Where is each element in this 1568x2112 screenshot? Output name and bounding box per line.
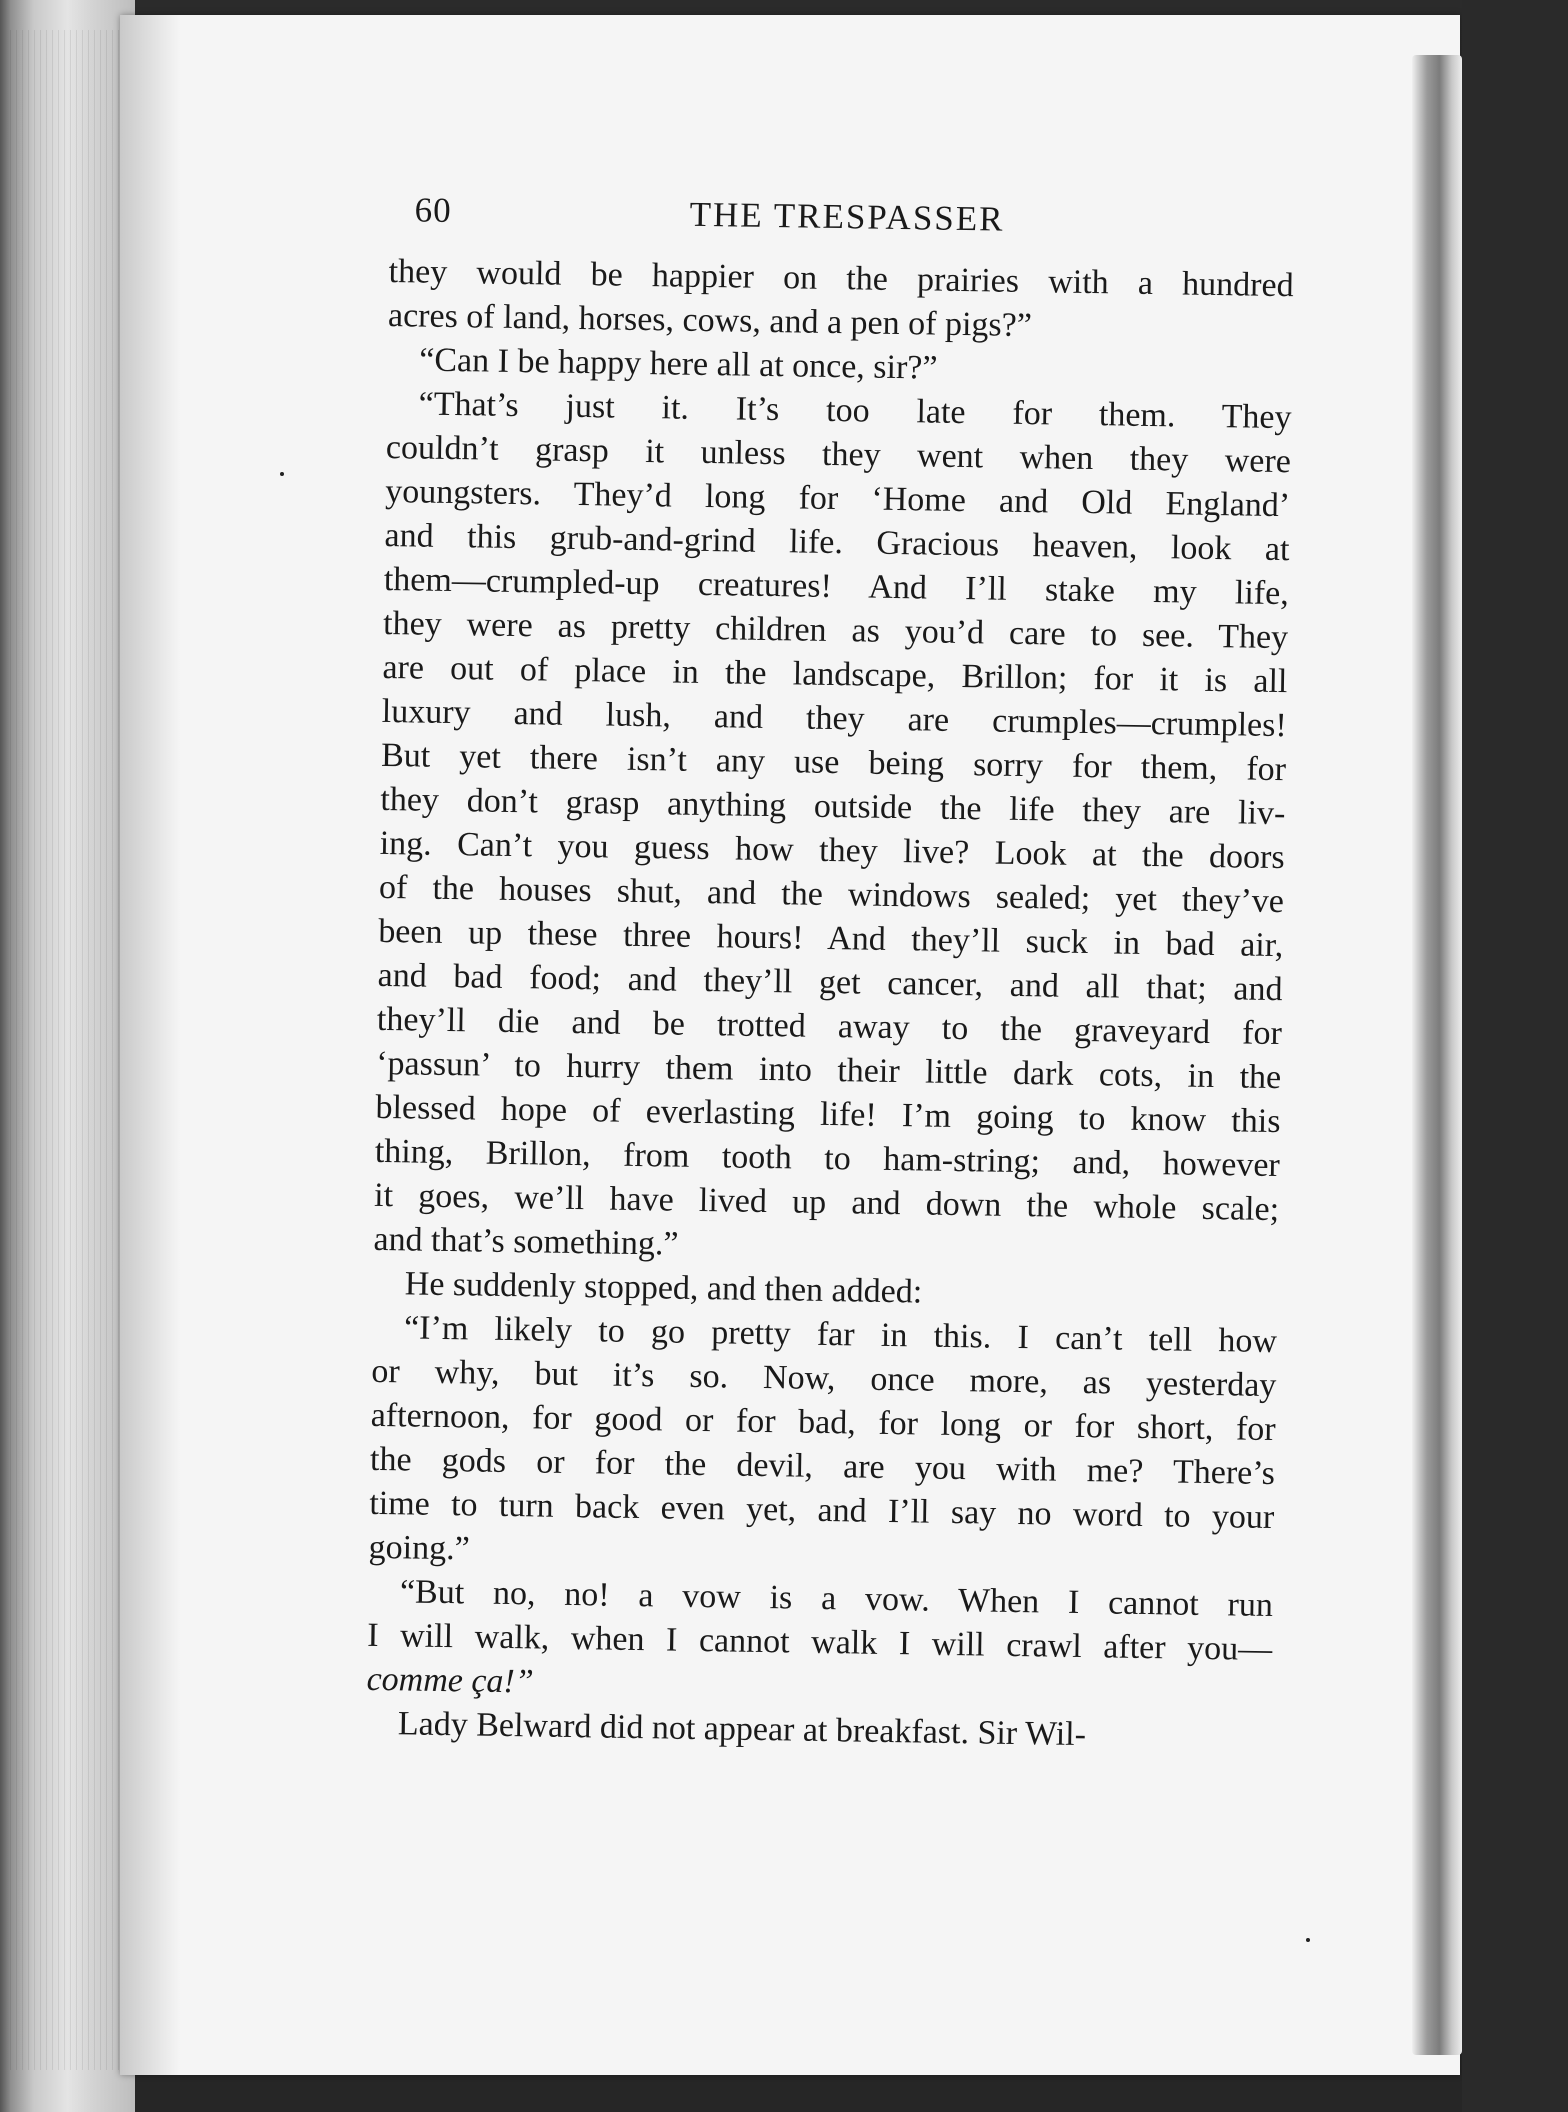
text-line: going.” [368, 1528, 471, 1568]
page-stack-lines [10, 30, 120, 2070]
book-binding-edge [0, 0, 135, 2112]
body-text [366, 250, 1294, 1760]
text-line: I will walk, when I cannot walk I will crawl after you— [367, 1616, 1273, 1669]
paragraph [368, 1306, 1277, 1584]
text-line: they were as pretty children as you’d care to see. They [382, 604, 1289, 657]
text-line: “I’m likely to go pretty far in this. I can’t tell how [403, 1309, 1278, 1361]
paragraph [366, 1570, 1273, 1716]
text-line: afternoon, for good or for bad, for long or for short, for [370, 1396, 1276, 1449]
text-line: they don’t grasp anything outside the life they are liv- [380, 780, 1286, 833]
text-line: they would be happier on the prairies with a hundred [388, 252, 1294, 305]
text-line: time to turn back even yet, and I’ll say no word to your [369, 1484, 1275, 1537]
text-line: it goes, we’ll have lived up and down the whole scale; [373, 1176, 1280, 1229]
text-line: and this grub-and-grind life. Gracious heaven, look at [384, 516, 1290, 569]
text-line: of the houses shut, and the windows sealed; yet they’ve [378, 868, 1285, 921]
running-title: THE TRESPASSER [689, 194, 1005, 239]
text-line: ‘passun’ to hurry them into their little dark cots, in the [375, 1044, 1282, 1097]
text-line: “That’s just it. It’s too late for them. They [418, 385, 1292, 437]
text-line: are out of place in the landscape, Brillon; for it is all [382, 648, 1288, 701]
text-line: luxury and lush, and they are crumples—crumples! [381, 692, 1287, 745]
text-line: been up these three hours! And they’ll suck in bad air, [378, 912, 1284, 965]
text-line: Lady Belward did not appear at breakfast. Sir Wil- [397, 1705, 1087, 1754]
text-line: the gods or for the devil, are you with me? There’s [369, 1440, 1276, 1493]
text-line: or why, but it’s so. Now, once more, as yesterday [371, 1352, 1277, 1405]
right-background [1462, 0, 1568, 2112]
text-line: and that’s something.” [373, 1220, 679, 1263]
text-line: couldn’t grasp it unless they went when they were [385, 428, 1292, 481]
right-page-edge [1412, 55, 1462, 2055]
text-line: them—crumpled-up creatures! And I’ll stake my life, [383, 560, 1290, 613]
text-line: and bad food; and they’ll get cancer, and all that; and [377, 956, 1283, 1009]
page-number: 60 [414, 190, 452, 230]
page-speck [1306, 1938, 1310, 1942]
text-line: ing. Can’t you guess how they live? Look at the doors [379, 824, 1285, 877]
paragraph [373, 382, 1292, 1276]
text-line: But yet there isn’t any use being sorry for them, for [380, 736, 1287, 789]
page-text-block [366, 190, 1295, 1760]
text-line: “Can I be happy here all at once, sir?” [419, 341, 938, 387]
text-line: “But no, no! a vow is a vow. When I cannot run [399, 1573, 1274, 1625]
text-line: acres of land, horses, cows, and a pen of pigs?” [387, 296, 1033, 345]
text-line: blessed hope of everlasting life! I’m going to know this [375, 1088, 1281, 1141]
text-line-italic: comme ça!” [366, 1660, 534, 1701]
paragraph [388, 250, 1294, 352]
text-line: they’ll die and be trotted away to the graveyard for [376, 1000, 1283, 1053]
text-line: He suddenly stopped, and then added: [404, 1265, 923, 1311]
text-line: youngsters. They’d long for ‘Home and Old England’ [384, 472, 1291, 525]
text-line: thing, Brillon, from tooth to ham-string; and, however [374, 1132, 1281, 1185]
page-speck [280, 472, 284, 476]
